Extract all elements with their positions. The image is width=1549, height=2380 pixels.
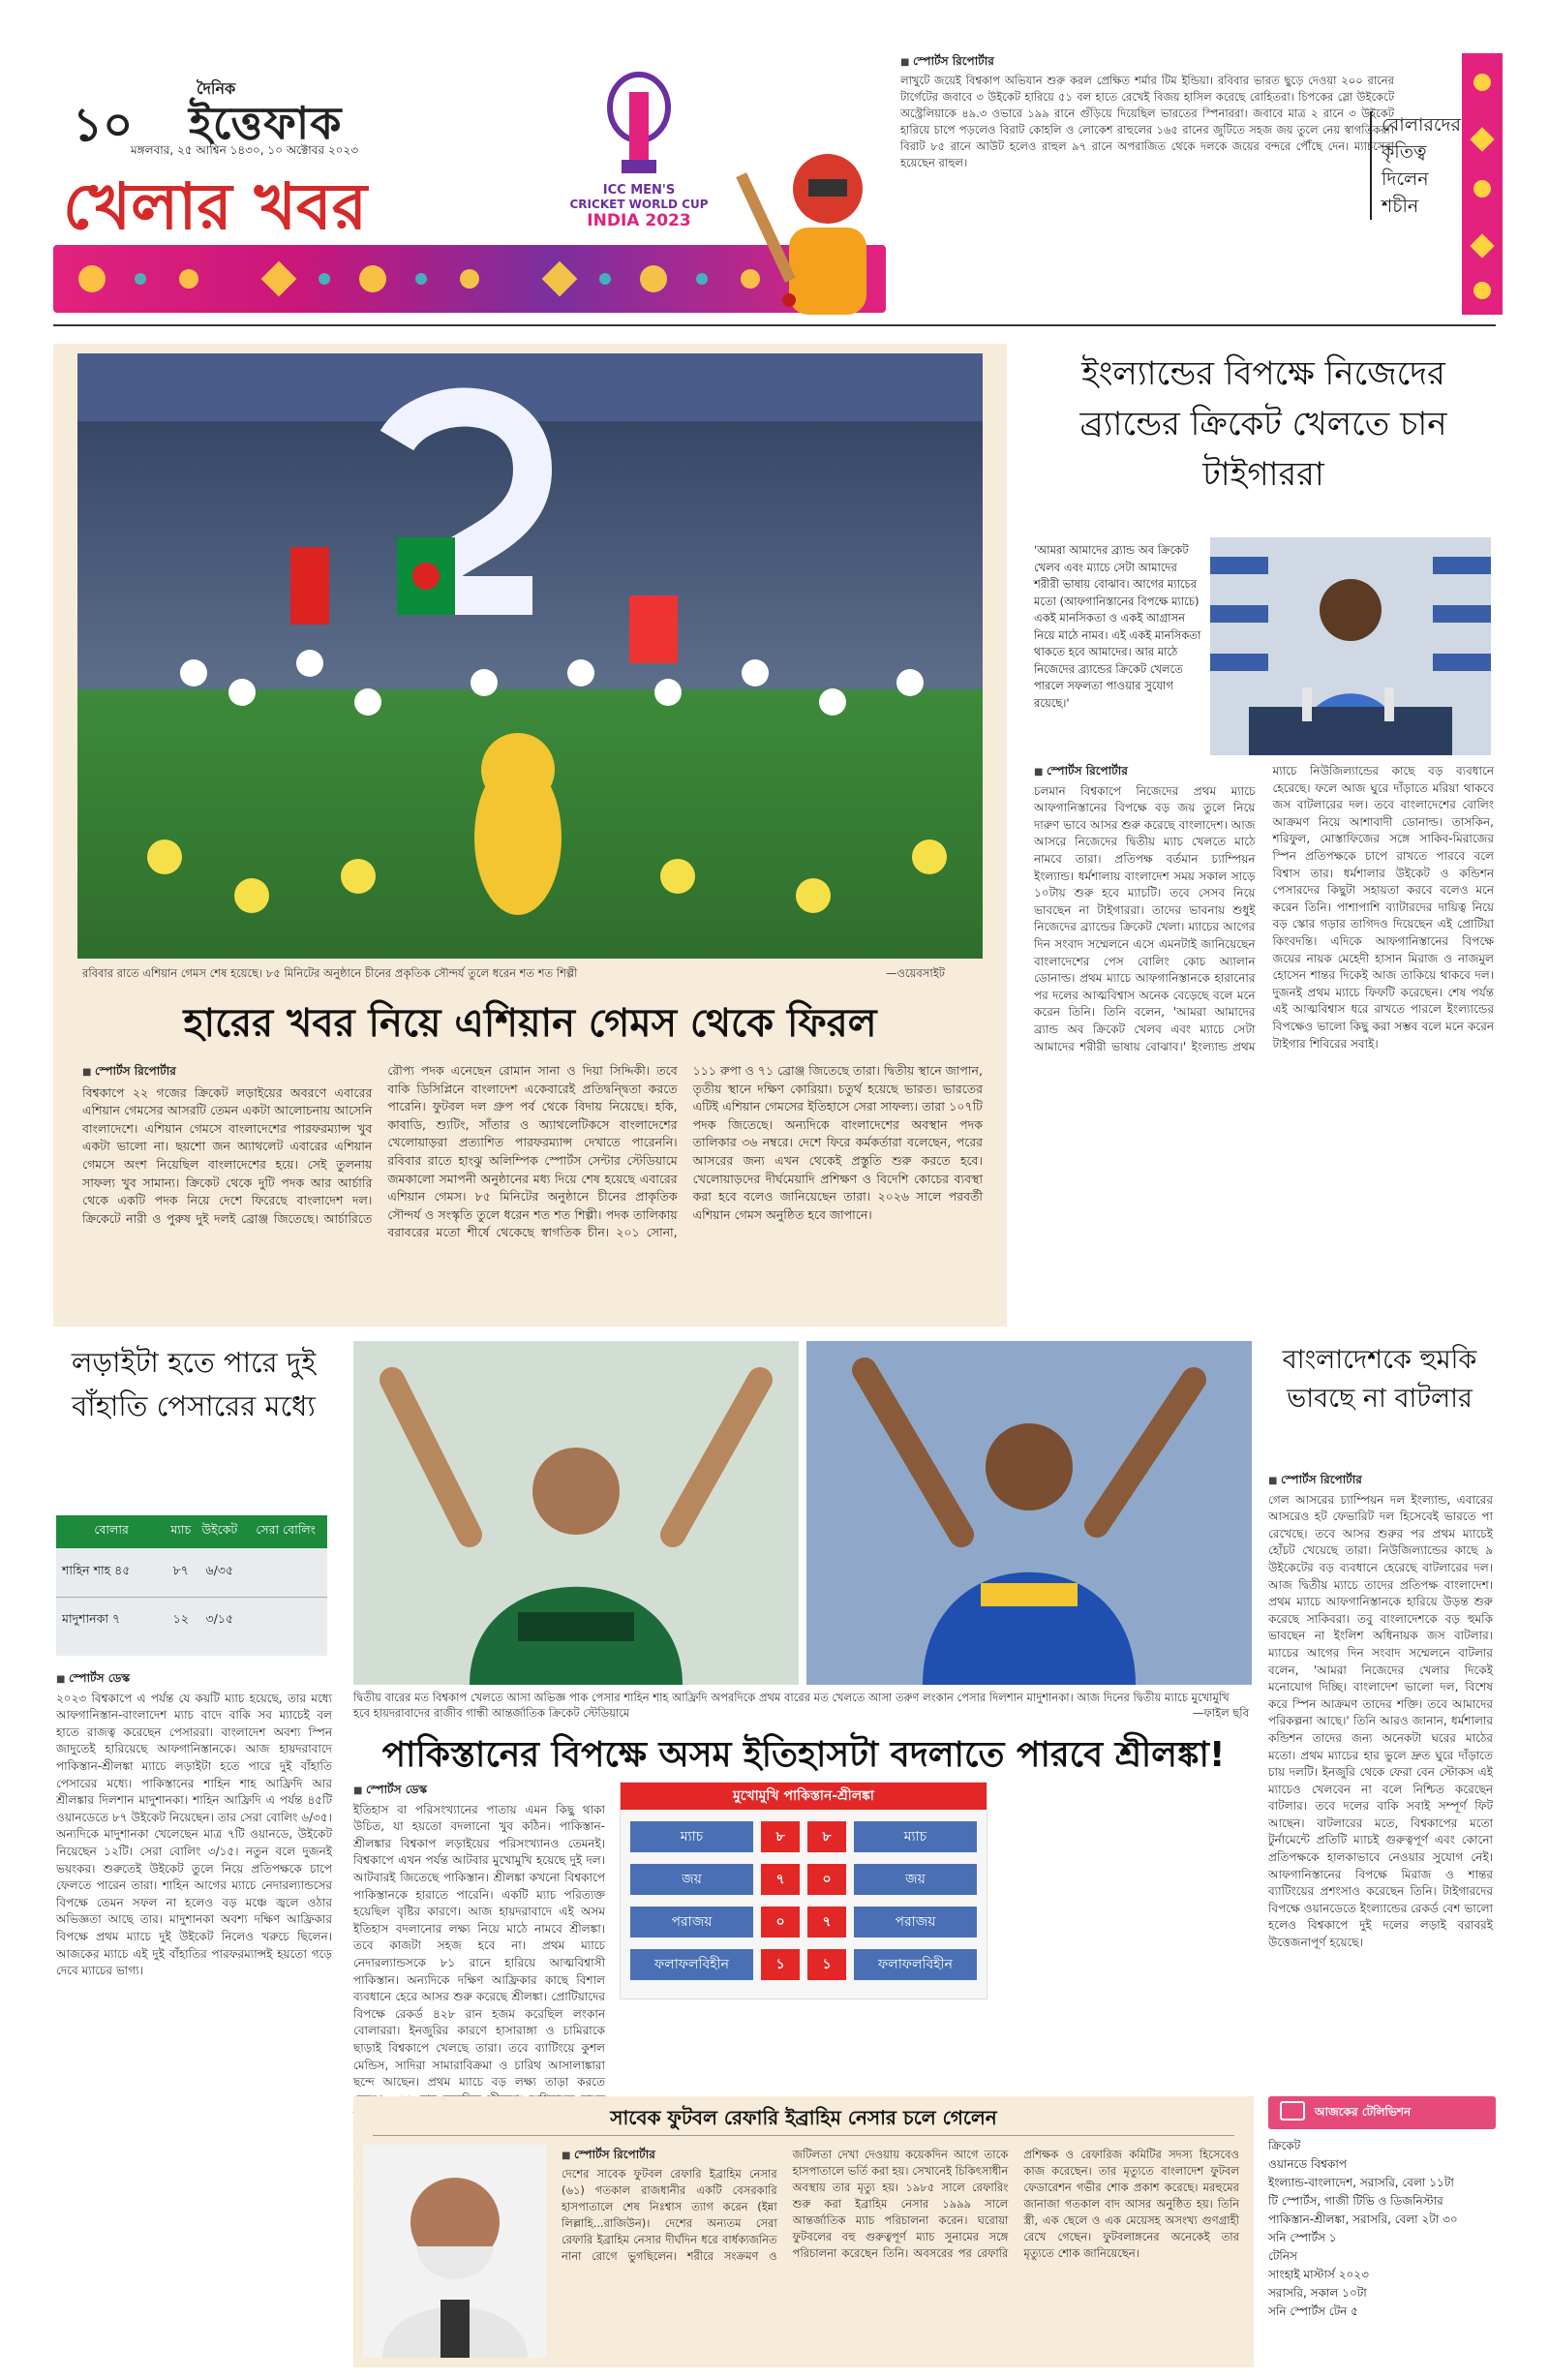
tigers-quote: 'আমরা আমাদের ব্র্যান্ড অব ক্রিকেট খেলব এবং ম্যাচে সেটা আমাদের শরীরী ভাষায় বোঝাব। আগের ম্যাচের মতো (আফগানিস্তানের বিপক্ষে ম্যাচে) একই মানসিকতা ও একই আগ্রাসন নিয়ে মাঠে নামব। এই একই মানসিকতা থাকতে হবে আমাদের। আর মাঠে নিজেদের ব্র্যান্ডের ক্রিকেট খেলতে পারলে সফলতা পাওয়ার সুযোগ রয়েছে।'	[1034, 543, 1201, 710]
asian-games-text: বিশ্বকাপে ২২ গজের ক্রিকেট লড়াইয়ের অবরণে এবারের এশিয়ান গেমসের আসরটি তেমন একটা আলোচনায় আসেনি বাংলাদেশে। এশিয়ান গেমসে বাংলাদেশের পারফরম্যান্স খুব একটা ভালো না। ছয়শো জন অ্যাথলেট এবারের এশিয়ান গেমসে অংশ নিয়েছিল বাংলাদেশের হয়ে। সেই তুলনায় সাফল্য খুব সামান্য। ক্রিকেট থেকে দুটি পদক আর আর্চারি থেকে একটি পদক নিয়ে দেশে ফিরেছে বাংলাদেশ দল। ক্রিকেটে নারী ও পুরুষ দুই দলই ব্রোঞ্জ জিতেছে। আর্চারিতে রৌপ্য পদক এনেছেন রোমান সানা ও দিয়া সিদ্দিকী। তবে বাকি ডিসিপ্লিনে বাংলাদেশ একেবারেই প্রতিদ্বন্দ্বিতা করতে পারেনি। ফুটবল দল গ্রুপ পর্ব থেকে বিদায় নিয়েছে। হকি, কাবাডি, শ্যুটিং, সাঁতার ও অ্যাথলেটিকসে বাংলাদেশের খেলোয়াড়রা প্রত্যাশিত পারফরম্যান্স দেখাতে পারেননি। রবিবার রাতে হাংঝু অলিম্পিক স্পোর্টস সেন্টার স্টেডিয়ামে জমকালো সমাপনী অনুষ্ঠানের মধ্য দিয়ে শেষ হয়েছে এবারের এশিয়ান গেমস। ৮৫ মিনিটের অনুষ্ঠানে চীনের প্রাকৃতিক সৌন্দর্য ও সংস্কৃতি তুলে ধরেন শত শত শিল্পী। পদক তালিকায় বরাবরের মতো শীর্ষে থেকেছে স্বাগতিক চীন। ২০১ সোনা, ১১১ রুপা ও ৭১ ব্রোঞ্জ জিতেছে তারা। দ্বিতীয় স্থানে জাপান, তৃতীয় স্থানে দক্ষিণ কোরিয়া। চতুর্থ হয়েছে ভারত। ভারতের এটিই এশিয়ান গেমসের ইতিহাসে সেরা সাফল্য। তারা ১০৭টি পদক জিতেছে। অন্যদিকে বাংলাদেশের অবস্থান পদক তালিকার ৩৬ নম্বরে। দেশে ফিরে কর্মকর্তারা বলেছেন, পরের আসরের জন্য এখন থেকেই প্রস্তুতি শুরু করতে হবে। খেলোয়াড়দের দীর্ঘমেয়াদি প্রশিক্ষণ ও বিদেশি কোচের ব্যবস্থা করা হবে বলেও জানিয়েছেন তারা। ২০২৬ সালে পরবর্তী এশিয়ান গেমস অনুষ্ঠিত হবে জাপানে।	[82, 1063, 983, 1240]
pacers-byline: ■ স্পোর্টস ডেস্ক	[56, 1670, 332, 1689]
h2h-pak-value: ৭	[761, 1864, 800, 1895]
pacers-th-wickets: উইকেট	[201, 1522, 238, 1537]
pacers-text: ২০২৩ বিশ্বকাপে এ পর্যন্ত যে কয়টি ম্যাচ হয়েছে, তার মধ্যে আফগানিস্তান-বাংলাদেশ ম্যাচ বাদে বাকি সব ম্যাচেই বল হাতে রাজত্ব করেছেন পেসাররা। বাংলাদেশ অবশ্য স্পিন জাদুতেই হারিয়েছে আফগানিস্তানকে। আজ হায়দরাবাদে পাকিস্তান-শ্রীলঙ্কা ম্যাচে লড়াইটা হতে পারে দুই বাঁহাতি পেসারের মধ্যে। পাকিস্তানের শাহিন শাহ আফ্রিদি আর শ্রীলঙ্কার দিলশান মাদুশানকা। শাহিন আফ্রিদি এ পর্যন্ত ৪৫টি ওয়ানডেতে ৮৭ উইকেট নিয়েছেন। তার সেরা বোলিং ৬/৩৫। অন্যদিকে মাদুশানকা খেলেছেন মাত্র ৭টি ওয়ানডে, উইকেট নিয়েছেন ১২টি। সেরা বোলিং ৩/১৫। নতুন বলে দুজনই ভয়ংকর। শুরুতেই উইকেট তুলে নিয়ে প্রতিপক্ষকে চাপে ফেলতে পারেন তারা। শাহিন আগের ম্যাচে নেদারল্যান্ডসের বিপক্ষে তেমন সফল না হলেও বড় মঞ্চে জ্বলে ওঠার অভিজ্ঞতা আছে তার। মাদুশানকা অবশ্য দক্ষিণ আফ্রিকার বিপক্ষে প্রথম ম্যাচে দুই উইকেট নিলেও খরুচে ছিলেন। আজকের ম্যাচে এই দুই বাঁহাতির পারফরম্যান্সই হয়তো গড়ে দেবে ম্যাচের ভাগ্য।	[56, 1691, 332, 1978]
trophy-icon	[600, 73, 678, 179]
h2h-row	[630, 1816, 977, 1858]
obituary-text: দেশের সাবেক ফুটবল রেফারি ইব্রাহিম নেসার (৬১) গতকাল রাজধানীর একটি বেসরকারি হাসপাতালে শেষ নিঃশ্বাস ত্যাগ করেন (ইন্না লিল্লাহি...রাজিউন)। দেশের অন্যতম সেরা রেফারি ইব্রাহিম নেসার দীর্ঘদিন ধরে বার্ধক্যজনিত নানা রোগে ভুগছিলেন। শরীরে সংক্রমণ ও জটিলতা দেখা দেওয়ায় কয়েকদিন আগে তাকে হাসপাতালে ভর্তি করা হয়। সেখানেই চিকিৎসাধীন অবস্থায় তার মৃত্যু হয়। ১৯৮৫ সালে রেফারিং শুরু করা ইব্রাহিম নেসার ১৯৯৯ সালে আন্তর্জাতিক ম্যাচ পরিচালনা করেন। ঘরোয়া ফুটবলের বহু গুরুত্বপূর্ণ ম্যাচ সুনামের সঙ্গে পরিচালনা করেছেন তিনি। অবসরের পর রেফারি প্রশিক্ষক ও রেফারিজ কমিটির সদস্য হিসেবেও কাজ করেছেন। তার মৃত্যুতে বাংলাদেশ ফুটবল ফেডারেশন গভীর শোক প্রকাশ করেছে। মরহুমের জানাজা গতকাল বাদ আসর অনুষ্ঠিত হয়। তিনি স্ত্রী, এক ছেলে ও এক মেয়েসহ অসংখ্য গুণগ্রাহী রেখে গেছেন। ফুটবলাঙ্গনের অনেকেই তার মৃত্যুতে শোক জানিয়েছেন।	[562, 2148, 1239, 2263]
buttler-text: গেল আসরের চ্যাম্পিয়ন দল ইংল্যান্ড, এবারের আসরেও হট ফেভারিট দল হিসেবেই ভারতে পা রেখেছে। তবে আসর শুরুর পর প্রথম ম্যাচেই হোঁচট খেয়েছে তারা। নিউজিল্যান্ডের কাছে ৯ উইকেটের বড় ব্যবধানে হেরেছে বাটলারের দল। আজ দ্বিতীয় ম্যাচে তাদের প্রতিপক্ষ বাংলাদেশ। প্রথম ম্যাচে আফগানিস্তানকে হারিয়ে উড়ন্ত শুরু করেছে সাকিবরা। তবু বাংলাদেশকে বড় হুমকি ভাবছেন না ইংলিশ অধিনায়ক জস বাটলার। ম্যাচের আগের দিন সংবাদ সম্মেলনে বাটলার বলেন, 'আমরা নিজেদের খেলার দিকেই মনোযোগ দিচ্ছি। বাংলাদেশ ভালো দল, বিশেষ করে স্পিন আক্রমণ তাদের শক্তি। তবে আমাদের পরিকল্পনা আছে।' তিনি আরও জানান, ধর্মশালার কন্ডিশন তাদের জন্য অনেকটা ঘরের মাঠের মতো। প্রথম ম্যাচের হার ভুলে দ্রুত ঘুরে দাঁড়াতে চায় দলটি। ইনজুরি থেকে ফেরা বেন স্টোকস এই ম্যাচেও খেলবেন না বলে নিশ্চিত করেছেন বাটলার। তবে দলের বাকি সবাই সম্পূর্ণ ফিট আছেন। বাটলারের মতে, বিশ্বকাপের মতো টুর্নামেন্টে প্রতিটি ম্যাচই গুরুত্বপূর্ণ এবং কোনো প্রতিপক্ষকে হালকাভাবে নেওয়ার সুযোগ নেই। আফগানিস্তানের বিপক্ষে মিরাজ ও শান্তর ব্যাটিংয়ের প্রশংসাও করেছেন তিনি। টাইগারদের বিপক্ষে ওয়ানডেতে ইংল্যান্ডের রেকর্ড বেশ ভালো হলেও বিশ্বকাপে দুই দলের লড়াই বরাবরই উত্তেজনাপূর্ণ হয়েছে।	[1268, 1492, 1493, 1950]
tigers-body	[1034, 763, 1494, 1349]
h2h-pak-label: ফলাফলবিহীন	[630, 1949, 753, 1980]
h2h-pak-value: ০	[761, 1907, 800, 1938]
pacers-table-header	[56, 1515, 327, 1548]
h2h-sl-label: ফলাফলবিহীন	[854, 1949, 977, 1980]
table-cell: ১২	[172, 1611, 189, 1627]
h2h-row	[630, 1943, 977, 1986]
h2h-pak-label: পরাজয়	[630, 1907, 753, 1938]
shaheen-photo	[353, 1341, 799, 1685]
top-brief	[900, 53, 1394, 307]
buttler-byline: ■ স্পোর্টস রিপোর্টার	[1268, 1472, 1493, 1490]
asian-games-body	[82, 1062, 983, 1316]
top-brief-text: লাখুটে জয়েই বিশ্বকাপ অভিযান শুরু করল প্রেক্ষিত শর্মার টিম ইন্ডিয়া। রবিবার ভারত ছুড়ে দেওয়া ২০০ রানের টার্গেটের জবাবে ৩ উইকেট হারিয়ে ৫১ বল হাতে রেখেই বিজয় হাসিল করেছে রোহিতরা। চিপকের স্লো উইকেটে অস্ট্রেলিয়াকে ৪৯.৩ ওভারে ১৯৯ রানে গুঁড়িয়ে দিয়েছিল ভারতের স্পিনাররা। জবাবে মাত্র ২ রানে ৩ উইকেট হারিয়ে চাপে পড়লেও বিরাট কোহলি ও লোকেশ রাহুলের ১৬৫ রানের জুটিতে সহজ জয় তুলে নেয় স্বাগতিকরা। বিরাট ৮৫ রানে আউট হলেও রাহুল ৯৭ রানে অপরাজিত থেকে দলকে জয়ের বন্দরে পৌঁছে দেন। ম্যাচসেরা হয়েছেন রাহুল।	[900, 74, 1394, 169]
players-caption-text: দ্বিতীয় বারের মত বিশ্বকাপ খেলতে আসা অভিজ্ঞ পাক পেসার শাহিন শাহ আফ্রিদি অপরদিকে প্রথম বারের মত খেলতে আসা তরুণ লংকান পেসার দিলশান মাদুশানকা। আজ দিনের দ্বিতীয় ম্যাচে মুখোমুখি হবে হায়দরাবাদের রাজীব গান্ধী আন্তর্জাতিক ক্রিকেট স্টেডিয়ামে	[353, 1691, 1230, 1720]
paper-name-logo: ইত্তেফাক	[189, 97, 343, 149]
masthead	[53, 53, 1496, 315]
tv-icon	[1280, 2101, 1305, 2121]
h2h-title: মুখোমুখি পাকিস্তান-শ্রীলঙ্কা	[621, 1783, 987, 1810]
h2h-pak-label: ম্যাচ	[630, 1821, 753, 1852]
pacers-th-best: সেরা বোলিং	[256, 1522, 317, 1537]
buttler-headline: বাংলাদেশকে হুমকি ভাবছে না বাটলার	[1282, 1345, 1477, 1414]
h2h-rows	[621, 1810, 987, 1992]
table-cell: ৩/১৫	[205, 1611, 234, 1627]
obituary-byline: ■ স্পোর্টস রিপোর্টার	[562, 2147, 777, 2164]
srilanka-body-right	[1002, 1782, 1254, 2116]
table-cell: ৬/৩৫	[205, 1562, 234, 1577]
ceremony-image	[77, 353, 983, 959]
tigers-press-conference-photo	[1210, 537, 1491, 755]
asian-games-headline: হারের খবর নিয়ে এশিয়ান গেমস থেকে ফিরল	[183, 1001, 877, 1046]
h2h-sl-value: ০	[807, 1864, 846, 1895]
tigers-byline: ■ স্পোর্টস রিপোর্টার	[1034, 763, 1256, 781]
h2h-row	[630, 1858, 977, 1901]
buttler-body	[1268, 1472, 1493, 2091]
tv-listing	[1268, 2096, 1496, 2367]
tv-label: আজকের টেলিভিশন	[1315, 2105, 1412, 2119]
srilanka-text: ইতিহাস বা পরিসংখ্যানের পাতায় এমন কিছু থাকা উচিত, যা হয়তো বদলানো খুব কঠিন। পাকিস্তান-শ্রীলঙ্কার বিশ্বকাপ লড়াইয়ের পরিসংখ্যানও তেমনই। বিশ্বকাপে এখন পর্যন্ত আটবার মুখোমুখি হয়েছে দুই দল। আটবারই জিতেছে পাকিস্তান। শ্রীলঙ্কা কখনো বিশ্বকাপে পাকিস্তানকে হারাতে পারেনি। একটি ম্যাচ পরিত্যক্ত হয়েছিল বৃষ্টির কারণে। আজ হায়দরাবাদে এই অসম ইতিহাস বদলানোর লক্ষ্য নিয়ে মাঠে নামবে শ্রীলঙ্কা। তবে কাজটা সহজ হবে না। প্রথম ম্যাচে নেদারল্যান্ডসকে ৮১ রানে হারিয়ে আত্মবিশ্বাসী পাকিস্তান। অন্যদিকে দক্ষিণ আফ্রিকার কাছে বিশাল ব্যবধানে হেরে আসর শুরু করেছে শ্রীলঙ্কা। প্রোটিয়াদের বিপক্ষে রেকর্ড ৪২৮ রান হজম করেছিল লংকান বোলাররা। ইনজুরির কারণে হাসারাঙ্গা ও চামিরাকে ছাড়াই বিশ্বকাপে খেলছে তারা। তবে ব্যাটিংয়ে কুশল মেন্ডিস, সাদিরা সামারাবিক্রমা ও চারিথ আসালাঙ্কারা ছন্দে আছেন। প্রথম ম্যাচে বড় লক্ষ্য তাড়া করতে	[353, 1802, 605, 2090]
obituary-headline: সাবেক ফুটবল রেফারি ইব্রাহিম নেসার চলে গেলেন	[610, 2106, 997, 2129]
section-title: খেলার খবর	[63, 169, 368, 244]
asian-games-photo-credit: —ওয়েবসাইট	[886, 966, 945, 980]
obituary-rule	[373, 2135, 1234, 2136]
tigers-text: চলমান বিশ্বকাপে নিজেদের প্রথম ম্যাচে আফগানিস্তানের বিপক্ষে বড় জয় তুলে নিয়ে দারুণ ভাবে আসর শুরু করেছে বাংলাদেশ। আজ আসরে নিজেদের দ্বিতীয় ম্যাচ খেলতে মাঠে নামবে তারা। প্রতিপক্ষ বর্তমান চ্যাম্পিয়ন ইংল্যান্ড। ধর্মশালায় বাংলাদেশ সময় সকাল সাড়ে ১০টায় শুরু হবে ম্যাচটি। তবে সেসব নিয়ে ভাবছেন না টাইগাররা। তাদের ভাবনায় শুধুই নিজেদের ব্র্যান্ডের ক্রিকেট খেলা। ম্যাচের আগের দিন সংবাদ সম্মেলনে এসে এমনটাই জানিয়েছেন বাংলাদেশের পেস বোলিং কোচ অ্যালান ডোনাল্ড। প্রথম ম্যাচে আফগানিস্তানকে হারানোর পর দলের আত্মবিশ্বাস অনেক বেড়েছে বলে মনে করেন তিনি। তিনি বলেন, 'আমরা আমাদের ব্র্যান্ড অব ক্রিকেট খেলব এবং ম্যাচে সেটা আমাদের শরীরী ভাষায় বোঝাব।' ইংল্যান্ড প্রথম ম্যাচে নিউজিল্যান্ডের কাছে বড় ব্যবধানে হেরেছে। ফলে আজ ঘুরে দাঁড়াতে মরিয়া থাকবে জস বাটলারের দল। তবে বাংলাদেশের বোলিং আক্রমণ নিয়ে আশাবাদী ডোনাল্ড। তাসকিন, শরিফুল, মোস্তাফিজের সঙ্গে সাকিব-মিরাজের স্পিন প্রতিপক্ষকে চাপে রাখতে পারবে বলে বিশ্বাস তার। ধর্মশালার উইকেট ও কন্ডিশন পেসারদের কিছুটা সহায়তা করবে বলেও মনে করেন তিনি। পাশাপাশি ব্যাটারদের দায়িত্ব নিয়ে বড় স্কোর গড়ার তাগিদও দিয়েছেন এই প্রোটিয়া কিংবদন্তি। এদিকে আফগানিস্তানের বিপক্ষে জয়ের নায়ক মেহেদী হাসান মিরাজ ও নাজমুল হোসেন শান্তর দিকেই আজ তাকিয়ে থাকবে দল। দুজনই প্রথম ম্যাচে ফিফটি করেছেন। শেষ পর্যন্ত এই আত্মবিশ্বাস ধরে রাখতে পারলে ইংল্যান্ডের বিপক্ষেও ভালো কিছু করা সম্ভব বলে মনে করেন টাইগার শিবিরের সবাই।	[1034, 764, 1494, 1053]
page-number: ১০	[73, 98, 134, 152]
top-brief-byline: ■ স্পোর্টস রিপোর্টার	[900, 53, 1394, 71]
wc-logo-line3: INDIA 2023	[587, 211, 691, 230]
date-line: মঙ্গলবার, ২৫ আশ্বিন ১৪৩০, ১০ অক্টোবর ২০২৩	[131, 143, 359, 157]
masthead-rule	[53, 324, 1496, 326]
tv-label-box	[1268, 2096, 1496, 2129]
pacers-stats-table	[56, 1515, 327, 1656]
pacers-headline: লড়াইটা হতে পারে দুই বাঁহাতি পেসারের মধ্যে	[71, 1346, 317, 1422]
batter-illustration	[750, 131, 886, 315]
srilanka-byline: ■ স্পোর্টস ডেস্ক	[353, 1782, 605, 1800]
tv-schedule: ক্রিকেট ওয়ানডে বিশ্বকাপ ইংল্যান্ড-বাংলাদেশ, সরাসরি, বেলা ১১টা টি স্পোর্টস, গাজী টিভি ও ডিজনিস্টার পাকিস্তান-শ্রীলঙ্কা, সরাসরি, বেলা ২টা ৩০ সনি স্পোর্টস ১ টেনিস সাংহাই মাস্টার্স ২০২৩ সরাসরি, সকাল ১০টা সনি স্পোর্টস টেন ৫	[1268, 2139, 1458, 2318]
h2h-sl-label: ম্যাচ	[854, 1821, 977, 1852]
players-photo-caption	[353, 1690, 1249, 1721]
obituary-body	[562, 2147, 1239, 2360]
h2h-sl-value: ৮	[807, 1821, 846, 1852]
daily-label: দৈনিক	[197, 79, 236, 98]
table-cell: শাহিন শাহ ৪৫	[62, 1562, 131, 1577]
wc-logo-line1: ICC MEN'S	[602, 183, 676, 198]
obituary-block	[353, 2096, 1254, 2367]
asian-games-photo-caption: রবিবার রাতে এশিয়ান গেমস শেষ হয়েছে। ৮৫ মিনিটের অনুষ্ঠানে চীনের প্রকৃতিক সৌন্দর্য তুলে ধরেন শত শত শিল্পী	[82, 966, 578, 980]
h2h-sl-label: পরাজয়	[854, 1907, 977, 1938]
srilanka-headline: পাকিস্তানের বিপক্ষে অসম ইতিহাসটা বদলাতে পারবে শ্রীলঙ্কা!	[381, 1735, 1226, 1775]
pacers-body	[56, 1670, 332, 2309]
world-cup-logo	[557, 73, 721, 247]
players-caption-credit: —ফাইল ছবি	[1192, 1706, 1249, 1720]
h2h-sl-value: ৭	[807, 1907, 846, 1938]
madushanka-photo	[806, 1341, 1252, 1685]
srilanka-body-left	[353, 1782, 605, 2116]
h2h-pak-value: ১	[761, 1949, 800, 1980]
asian-games-block	[53, 344, 1007, 1327]
top-brief-side-title: বোলারদের কৃতিত্ব দিলেন শচীন	[1370, 111, 1467, 220]
h2h-row	[630, 1901, 977, 1943]
tigers-headline: ইংল্যান্ডের বিপক্ষে নিজেদের ব্র্যান্ডের ক্রিকেট খেলতে চান টাইগাররা	[1079, 354, 1447, 494]
h2h-table	[620, 1782, 987, 1999]
pacers-th-matches: ম্যাচ	[170, 1522, 192, 1537]
h2h-sl-label: জয়	[854, 1864, 977, 1895]
obituary-portrait	[363, 2145, 547, 2358]
h2h-pak-value: ৮	[761, 1821, 800, 1852]
table-row	[56, 1597, 327, 1645]
asian-games-byline: ■ স্পোর্টস রিপোর্টার	[82, 1062, 372, 1083]
asian-games-photo	[77, 353, 983, 959]
table-cell: মাদুশানকা ৭	[62, 1611, 121, 1627]
pacers-th-bowler: বোলার	[94, 1522, 129, 1537]
h2h-pak-label: জয়	[630, 1864, 753, 1895]
right-pattern-strip	[1462, 53, 1503, 315]
table-row	[56, 1548, 327, 1597]
wc-logo-line2: CRICKET WORLD CUP	[569, 198, 709, 211]
table-cell: ৮৭	[172, 1562, 189, 1577]
h2h-sl-value: ১	[807, 1949, 846, 1980]
